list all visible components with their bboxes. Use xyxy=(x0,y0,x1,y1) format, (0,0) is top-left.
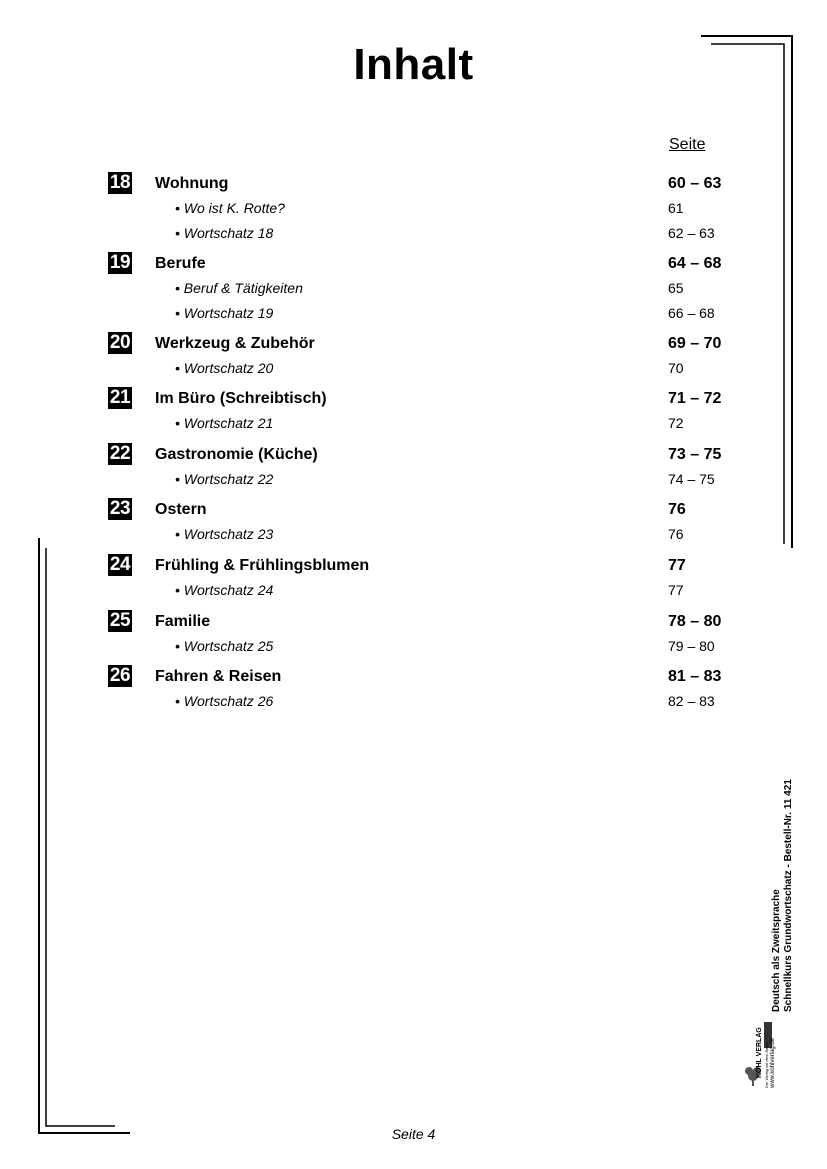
subsection-pages: 76 xyxy=(668,526,684,542)
subsection-row xyxy=(108,305,748,323)
subsection-pages: 74 – 75 xyxy=(668,471,715,487)
chapter-row xyxy=(108,498,748,520)
chapter-title: Gastronomie (Küche) xyxy=(155,446,318,463)
subsection-title: • Wortschatz 21 xyxy=(175,415,274,431)
chapter-row xyxy=(108,387,748,409)
chapter-title: Familie xyxy=(155,613,211,630)
subsection-title: • Wortschatz 22 xyxy=(175,471,274,487)
chapter-row xyxy=(108,332,748,354)
publisher-logo xyxy=(744,1020,774,1088)
chapter-number-badge: 24 xyxy=(109,554,131,575)
chapter-pages: 71 – 72 xyxy=(668,390,722,407)
subsection-row xyxy=(108,582,748,600)
chapter-row xyxy=(108,610,748,632)
chapter-number-badge: 22 xyxy=(109,443,131,464)
chapter-title: Berufe xyxy=(155,255,206,272)
chapter-title: Wohnung xyxy=(155,175,229,192)
chapter-title: Werkzeug & Zubehör xyxy=(155,335,315,352)
page-column-header: Seite xyxy=(669,136,706,153)
chapter-pages: 60 – 63 xyxy=(668,175,722,192)
subsection-row xyxy=(108,526,748,544)
subsection-row xyxy=(108,200,748,218)
subsection-row xyxy=(108,360,748,378)
subsection-pages: 61 xyxy=(668,200,684,216)
chapter-number-badge: 18 xyxy=(109,172,131,193)
subsection-pages: 72 xyxy=(668,415,684,431)
subsection-pages: 82 – 83 xyxy=(668,693,715,709)
subsection-pages: 77 xyxy=(668,582,684,598)
chapter-number-badge: 25 xyxy=(109,610,131,631)
chapter-title: Fahren & Reisen xyxy=(155,668,282,685)
subsection-title: • Wo ist K. Rotte? xyxy=(175,200,285,216)
chapter-pages: 69 – 70 xyxy=(668,335,722,352)
chapter-number-badge: 26 xyxy=(109,665,131,686)
chapter-title: Ostern xyxy=(155,501,207,518)
subsection-row xyxy=(108,638,748,656)
subsection-row xyxy=(108,471,748,489)
subsection-title: • Wortschatz 24 xyxy=(175,582,274,598)
chapter-pages: 78 – 80 xyxy=(668,613,722,630)
subsection-title: • Wortschatz 26 xyxy=(175,693,274,709)
subsection-row xyxy=(108,415,748,433)
chapter-row xyxy=(108,554,748,576)
side-text-line1: Deutsch als Zweitsprache xyxy=(771,889,782,1012)
subsection-title: • Wortschatz 25 xyxy=(175,638,274,654)
chapter-number-badge: 23 xyxy=(109,498,131,519)
subsection-pages: 70 xyxy=(668,360,684,376)
chapter-number-badge: 21 xyxy=(109,387,131,408)
chapter-row xyxy=(108,665,748,687)
subsection-title: • Beruf & Tätigkeiten xyxy=(175,280,303,296)
side-text-line2: Schnellkurs Grundwortschatz - Bestell-Nr. 11 421 xyxy=(783,779,794,1012)
subsection-title: • Wortschatz 19 xyxy=(175,305,274,321)
chapter-number-badge: 20 xyxy=(109,332,131,353)
publisher-url: www.kohlverlag.de xyxy=(770,1037,776,1088)
chapter-title: Frühling & Frühlingsblumen xyxy=(155,557,370,574)
chapter-pages: 73 – 75 xyxy=(668,446,722,463)
subsection-title: • Wortschatz 20 xyxy=(175,360,274,376)
chapter-number-badge: 19 xyxy=(109,252,131,273)
chapter-pages: 64 – 68 xyxy=(668,255,722,272)
subsection-pages: 79 – 80 xyxy=(668,638,715,654)
chapter-pages: 76 xyxy=(668,501,686,518)
page-number: Seite 4 xyxy=(391,1126,436,1142)
page-title: Inhalt xyxy=(353,40,474,89)
chapter-row xyxy=(108,172,748,194)
subsection-row xyxy=(108,693,748,711)
chapter-pages: 77 xyxy=(668,557,686,574)
subsection-pages: 66 – 68 xyxy=(668,305,715,321)
chapter-row xyxy=(108,443,748,465)
subsection-title: • Wortschatz 18 xyxy=(175,225,274,241)
subsection-pages: 65 xyxy=(668,280,684,296)
subsection-row xyxy=(108,280,748,298)
chapter-pages: 81 – 83 xyxy=(668,668,722,685)
subsection-title: • Wortschatz 23 xyxy=(175,526,274,542)
publisher-slogan: Der Verlag mit dem Baum xyxy=(764,1042,769,1088)
chapter-title: Im Büro (Schreibtisch) xyxy=(155,390,327,407)
subsection-pages: 62 – 63 xyxy=(668,225,715,241)
publisher-name: KOHL VERLAG xyxy=(756,1027,763,1078)
chapter-row xyxy=(108,252,748,274)
subsection-row xyxy=(108,225,748,243)
